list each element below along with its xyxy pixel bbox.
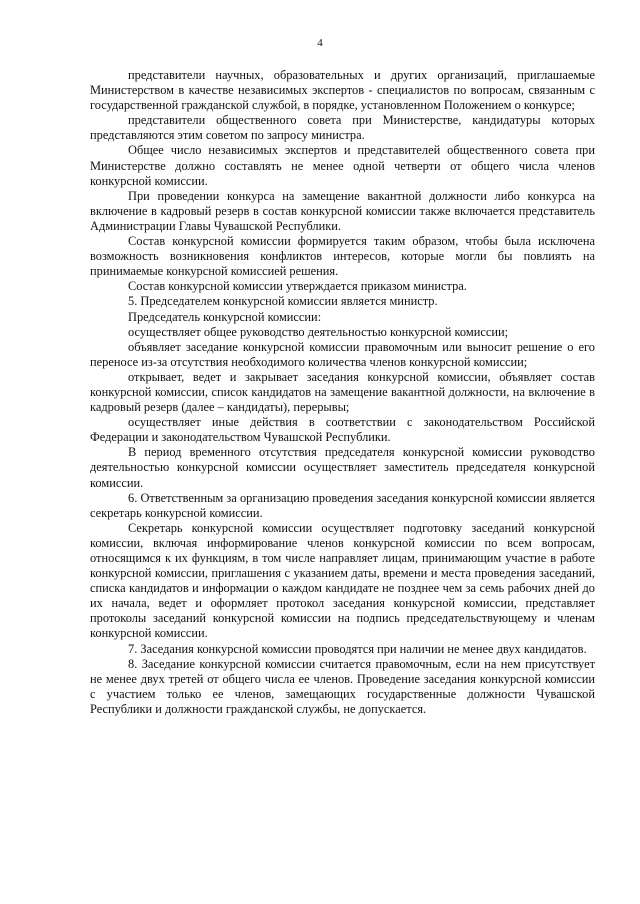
page-number: 4	[317, 37, 323, 49]
paragraph-composition-approval: Состав конкурсной комиссии утверждается приказом министра.	[128, 279, 467, 294]
paragraph-conflict-of-interest: Состав конкурсной комиссии формируется таким образом, чтобы была исключена возможность возникновения конфликтов интересов, которые могли бы повлиять на принимаемые конкурсной комиссией решения.	[90, 234, 595, 279]
paragraph-item-5: 5. Председателем конкурсной комиссии является министр.	[128, 294, 438, 309]
paragraph-secretary-duties: Секретарь конкурсной комиссии осуществляет подготовку заседаний конкурсной комиссии, включая информирование членов конкурсной комиссии по всем вопросам, относящимся к их функциям, в том числе направляет лицам, принимающим участие в работе конкурсной комиссии, приглашения с указанием даты, времени и места проведения заседаний, списка кандидатов и информации о каждом кандидате не позднее чем за семь рабочих дней до их начала, ведет и оформляет протокол заседания конкурсной комиссии, представляет протоколы заседаний конкурсной комиссии на подпись председательствующему и членам конкурсной комиссии.	[90, 520, 595, 641]
paragraph-chairman-duty-2: объявляет заседание конкурсной комиссии правомочным или выносит решение о его переносе из-за отсутствия необходимого количества членов конкурсной комиссии;	[90, 339, 595, 369]
paragraph-public-council: представители общественного совета при Министерстве, кандидатуры которых представляются этим советом по запросу министра.	[90, 113, 595, 143]
paragraph-item-6: 6. Ответственным за организацию проведения заседания конкурсной комиссии является секретарь конкурсной комиссии.	[90, 490, 595, 520]
paragraph-item-8: 8. Заседание конкурсной комиссии считается правомочным, если на нем присутствует не менее двух третей от общего числа ее членов. Проведение заседания конкурсной комиссии с участием только ее членов, замещающих государственные должности Чувашской Республики и должности гражданской службы, не допускается.	[90, 656, 595, 716]
paragraph-chairman-duty-1: осуществляет общее руководство деятельностью конкурсной комиссии;	[128, 324, 509, 339]
paragraph-chairman-heading: Председатель конкурсной комиссии:	[128, 309, 322, 324]
paragraph-experts: представители научных, образовательных и других организаций, приглашаемые Министерством в качестве независимых экспертов - специалистов по вопросам, связанным с государственной гражданской службой, в порядке, установленном Положением о конкурсе;	[90, 68, 595, 113]
paragraph-deputy-chairman: В период временного отсутствия председателя конкурсной комиссии руководство деятельностью конкурсной комиссии осуществляет заместитель председателя конкурсной комиссии.	[90, 445, 595, 490]
paragraph-administration-rep: При проведении конкурса на замещение вакантной должности либо конкурса на включение в кадровый резерв в состав конкурсной комиссии также включается представитель Администрации Главы Чувашской Республики.	[90, 188, 595, 233]
paragraph-experts-share: Общее число независимых экспертов и представителей общественного совета при Министерстве должно составлять не менее одной четверти от общего числа членов конкурсной комиссии.	[90, 143, 595, 188]
paragraph-chairman-duty-4: осуществляет иные действия в соответствии с законодательством Российской Федерации и законодательством Чувашской Республики.	[90, 415, 595, 445]
paragraph-chairman-duty-3: открывает, ведет и закрывает заседания конкурсной комиссии, объявляет состав конкурсной комиссии, список кандидатов на замещение вакантной должности, на включение в кадровый резерв (далее – кандидаты), перерывы;	[90, 369, 595, 415]
document-body	[90, 68, 595, 717]
paragraph-item-7: 7. Заседания конкурсной комиссии проводятся при наличии не менее двух кандидатов.	[128, 641, 587, 656]
